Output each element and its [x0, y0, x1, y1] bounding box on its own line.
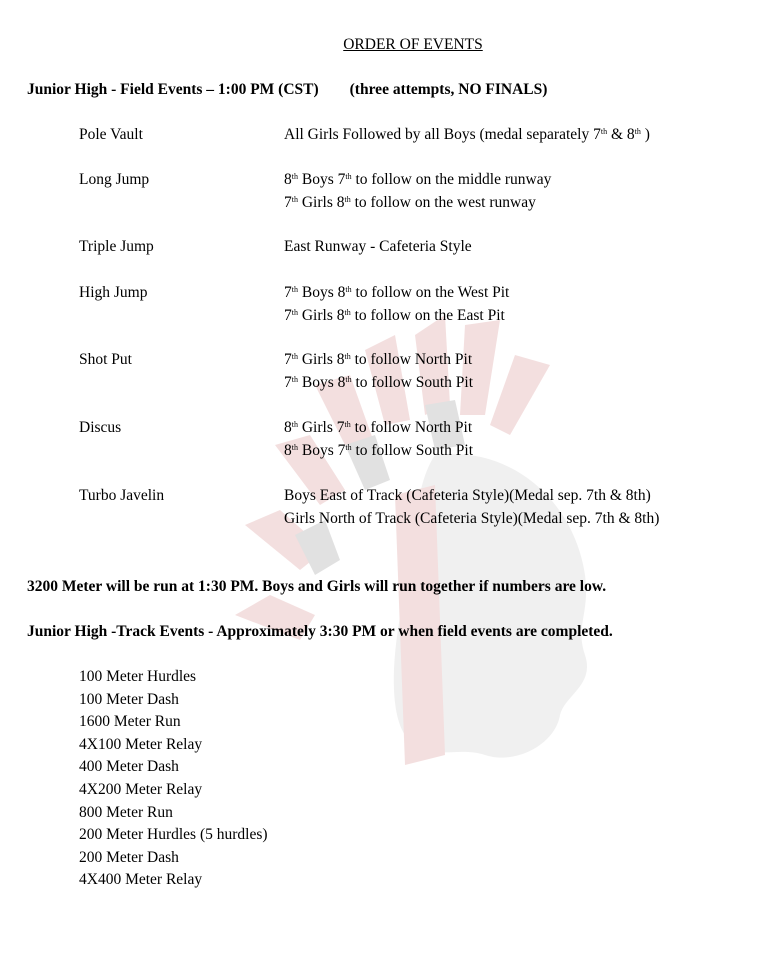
- track-event-item: 200 Meter Hurdles (5 hurdles): [79, 826, 268, 844]
- track-events-header: Junior High -Track Events - Approximately 3:30 PM or when field events are completed.: [27, 623, 613, 640]
- field-events-header: [27, 80, 547, 100]
- track-event-item: 4X100 Meter Relay: [79, 735, 203, 753]
- page-title: ORDER OF EVENTS: [343, 36, 483, 53]
- track-event-item: 100 Meter Dash: [79, 690, 179, 708]
- run-3200-note: 3200 Meter will be run at 1:30 PM. Boys and Girls will run together if numbers are low.: [27, 578, 607, 595]
- track-event-item: 400 Meter Dash: [79, 758, 179, 776]
- track-event-item: 100 Meter Hurdles: [79, 668, 197, 685]
- track-event-item: 1600 Meter Run: [79, 713, 181, 731]
- field-event-name: High Jump: [79, 284, 148, 301]
- field-event-name: Discus: [79, 419, 122, 436]
- field-event-name: Triple Jump: [79, 238, 154, 255]
- field-event-name: Turbo Javelin: [79, 487, 165, 504]
- field-event-detail: 7th Girls 8th to follow on the East Pit: [284, 306, 505, 324]
- field-event-detail: 8th Boys 7th to follow South Pit: [284, 441, 474, 459]
- track-event-item: 800 Meter Run: [79, 803, 173, 821]
- chief-headdress-watermark: [215, 295, 615, 795]
- field-event-detail: 7th Boys 8th to follow on the West Pit: [284, 284, 510, 301]
- field-event-detail: 7th Girls 8th to follow North Pit: [284, 351, 473, 368]
- field-events-header-note: (three attempts, NO FINALS): [349, 81, 548, 98]
- field-event-detail: Boys East of Track (Cafeteria Style)(Medal sep. 7th & 8th): [284, 487, 651, 504]
- field-events-header-main: Junior High - Field Events – 1:00 PM (CST): [27, 81, 319, 98]
- field-event-detail: 7th Girls 8th to follow on the west runway: [284, 193, 536, 211]
- field-event-detail: 8th Boys 7th to follow on the middle runway: [284, 171, 552, 188]
- field-event-detail: 8th Girls 7th to follow North Pit: [284, 419, 473, 436]
- field-event-name: Shot Put: [79, 351, 132, 368]
- field-event-detail: All Girls Followed by all Boys (medal separately 7th & 8th ): [284, 126, 650, 143]
- track-event-item: 4X400 Meter Relay: [79, 871, 203, 889]
- field-event-detail: East Runway - Cafeteria Style: [284, 238, 472, 255]
- track-event-item: 200 Meter Dash: [79, 848, 179, 866]
- field-event-name: Pole Vault: [79, 126, 143, 143]
- track-event-item: 4X200 Meter Relay: [79, 781, 203, 798]
- field-event-name: Long Jump: [79, 171, 150, 188]
- field-event-detail: 7th Boys 8th to follow South Pit: [284, 373, 474, 391]
- field-event-detail: Girls North of Track (Cafeteria Style)(Medal sep. 7th & 8th): [284, 509, 660, 527]
